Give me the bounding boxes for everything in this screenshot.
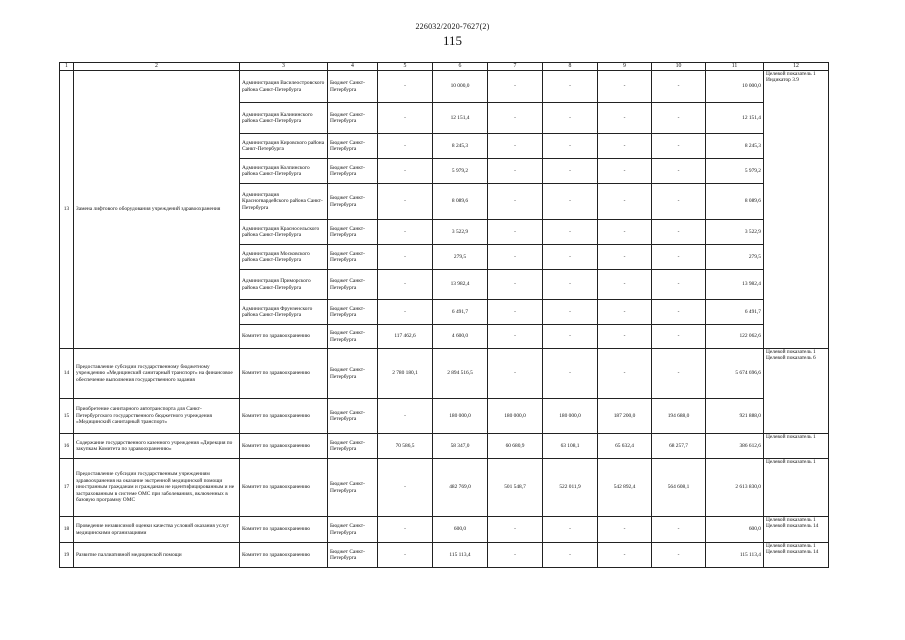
- value-cell: -: [543, 300, 598, 325]
- total-cell: 5 674 696,6: [706, 349, 764, 399]
- row-number: 15: [60, 399, 74, 434]
- value-cell: 115 113,4: [433, 543, 488, 568]
- value-cell: 13 982,4: [433, 270, 488, 300]
- value-cell: 180 000,0: [433, 399, 488, 434]
- value-cell: -: [378, 71, 433, 103]
- value-cell: 6 491,7: [433, 300, 488, 325]
- measure-name: Замена лифтового оборудования учреждений здравоохранения: [74, 71, 240, 349]
- total-cell: 12 151,4: [706, 103, 764, 134]
- value-cell: -: [652, 103, 706, 134]
- table-row: [60, 71, 829, 103]
- document-id: 226032/2020-7627(2): [415, 22, 490, 31]
- source-cell: Бюджет Санкт-Петербурга: [328, 245, 378, 270]
- indicator-line: Целевой показатель 14: [766, 549, 819, 556]
- total-cell: 13 982,4: [706, 270, 764, 300]
- executor-cell: Комитет по здравоохранению: [240, 543, 328, 568]
- source-cell: Бюджет Санкт-Петербурга: [328, 325, 378, 349]
- value-cell: -: [488, 134, 543, 159]
- indicator-line: Целевой показатель 1: [766, 349, 816, 355]
- value-cell: -: [378, 134, 433, 159]
- value-cell: 501 548,7: [488, 459, 543, 517]
- column-number: 6: [433, 63, 488, 71]
- value-cell: -: [378, 159, 433, 184]
- value-cell: -: [488, 103, 543, 134]
- value-cell: 522 011,9: [543, 459, 598, 517]
- row-number: 16: [60, 434, 74, 459]
- column-number: 5: [378, 63, 433, 71]
- indicator-line: Целевой показатель 1: [766, 543, 816, 549]
- source-cell: Бюджет Санкт-Петербурга: [328, 399, 378, 434]
- value-cell: 63 108,1: [543, 434, 598, 459]
- value-cell: -: [598, 71, 652, 103]
- executor-cell: Администрация Фрунзенского района Санкт-Петербурга: [240, 300, 328, 325]
- source-cell: Бюджет Санкт-Петербурга: [328, 459, 378, 517]
- value-cell: -: [652, 245, 706, 270]
- indicator-cell: [764, 434, 829, 459]
- indicator-cell: [764, 517, 829, 543]
- value-cell: -: [488, 184, 543, 220]
- executor-cell: Администрация Кировского района Санкт-Петербурга: [240, 134, 328, 159]
- value-cell: -: [378, 543, 433, 568]
- source-cell: Бюджет Санкт-Петербурга: [328, 103, 378, 134]
- column-number: 3: [240, 63, 328, 71]
- value-cell: -: [652, 325, 706, 349]
- executor-cell: Администрация Калининского района Санкт-Петербурга: [240, 103, 328, 134]
- table-row: [60, 459, 829, 517]
- value-cell: -: [652, 270, 706, 300]
- total-cell: 279,5: [706, 245, 764, 270]
- table-row: [60, 399, 829, 434]
- value-cell: -: [488, 71, 543, 103]
- indicator-line: Целевой показатель 1: [766, 71, 816, 77]
- row-number: 18: [60, 517, 74, 543]
- column-number: 9: [598, 63, 652, 71]
- value-cell: -: [652, 71, 706, 103]
- executor-cell: Комитет по здравоохранению: [240, 325, 328, 349]
- executor-cell: Администрация Приморского района Санкт-Петербурга: [240, 270, 328, 300]
- value-cell: 3 522,9: [433, 220, 488, 245]
- total-cell: 2 613 830,0: [706, 459, 764, 517]
- value-cell: -: [488, 517, 543, 543]
- column-number: 4: [328, 63, 378, 71]
- executor-cell: Администрация Колпинского района Санкт-Петербурга: [240, 159, 328, 184]
- table-row: [60, 517, 829, 543]
- measure-name: Предоставление субсидии государственным учреждениям здравоохранения на оказание экстренной медицинской помощи иностранным гражданам и гражданам не идентифицированным и не застрахованным в системе ОМС при заболеваниях, включенных в базовую программу ОМС: [74, 459, 240, 517]
- total-cell: 6 491,7: [706, 300, 764, 325]
- total-cell: 10 000,0: [706, 71, 764, 103]
- total-cell: 5 979,2: [706, 159, 764, 184]
- value-cell: -: [378, 459, 433, 517]
- value-cell: 12 151,4: [433, 103, 488, 134]
- value-cell: 4 600,0: [433, 325, 488, 349]
- value-cell: -: [652, 184, 706, 220]
- table-row: [60, 434, 829, 459]
- indicator-line: Целевой показатель 1: [766, 459, 816, 465]
- value-cell: 600,0: [433, 517, 488, 543]
- program-table: [59, 62, 829, 568]
- source-cell: Бюджет Санкт-Петербурга: [328, 220, 378, 245]
- value-cell: 542 892,4: [598, 459, 652, 517]
- total-cell: 386 612,6: [706, 434, 764, 459]
- value-cell: -: [378, 184, 433, 220]
- value-cell: 180 000,0: [488, 399, 543, 434]
- value-cell: -: [543, 325, 598, 349]
- value-cell: -: [543, 71, 598, 103]
- value-cell: -: [378, 245, 433, 270]
- value-cell: 65 632,4: [598, 434, 652, 459]
- value-cell: 180 000,0: [543, 399, 598, 434]
- value-cell: -: [598, 245, 652, 270]
- value-cell: -: [543, 349, 598, 399]
- total-cell: 600,0: [706, 517, 764, 543]
- source-cell: Бюджет Санкт-Петербурга: [328, 349, 378, 399]
- value-cell: -: [652, 349, 706, 399]
- value-cell: -: [598, 184, 652, 220]
- total-cell: 3 522,9: [706, 220, 764, 245]
- value-cell: -: [598, 103, 652, 134]
- value-cell: -: [598, 270, 652, 300]
- column-number: 2: [74, 63, 240, 71]
- measure-name: Содержание государственного казенного учреждения «Дирекция по закупкам Комитета по здравоохранению»: [74, 434, 240, 459]
- measure-name: Предоставление субсидии государственному бюджетному учреждению «Медицинский санитарный транспорт» на финансовое обеспечение выполнения государственного задания: [74, 349, 240, 399]
- source-cell: Бюджет Санкт-Петербурга: [328, 434, 378, 459]
- value-cell: -: [598, 220, 652, 245]
- value-cell: -: [598, 349, 652, 399]
- source-cell: Бюджет Санкт-Петербурга: [328, 300, 378, 325]
- value-cell: 279,5: [433, 245, 488, 270]
- value-cell: -: [378, 517, 433, 543]
- value-cell: -: [652, 220, 706, 245]
- indicator-cell: [764, 349, 829, 434]
- source-cell: Бюджет Санкт-Петербурга: [328, 184, 378, 220]
- value-cell: 2 894 516,5: [433, 349, 488, 399]
- source-cell: Бюджет Санкт-Петербурга: [328, 517, 378, 543]
- value-cell: -: [488, 270, 543, 300]
- value-cell: -: [598, 300, 652, 325]
- value-cell: 58 347,0: [433, 434, 488, 459]
- value-cell: 187 200,0: [598, 399, 652, 434]
- measure-name: Проведение независимой оценки качества условий оказания услуг медицинскими организациями: [74, 517, 240, 543]
- column-number: 11: [706, 63, 764, 71]
- value-cell: -: [378, 399, 433, 434]
- column-number: 12: [764, 63, 829, 71]
- row-number: 14: [60, 349, 74, 399]
- indicator-cell: [764, 71, 829, 349]
- executor-cell: Администрация Красносельского района Санкт-Петербурга: [240, 220, 328, 245]
- value-cell: -: [543, 543, 598, 568]
- row-number: 17: [60, 459, 74, 517]
- column-number: 7: [488, 63, 543, 71]
- executor-cell: Комитет по здравоохранению: [240, 434, 328, 459]
- total-cell: 921 888,0: [706, 399, 764, 434]
- executor-cell: Комитет по здравоохранению: [240, 399, 328, 434]
- value-cell: 482 769,0: [433, 459, 488, 517]
- row-number: 19: [60, 543, 74, 568]
- value-cell: 68 257,7: [652, 434, 706, 459]
- indicator-line: Целевой показатель 1: [766, 517, 816, 523]
- executor-cell: Администрация Василеостровского района Санкт-Петербурга: [240, 71, 328, 103]
- executor-cell: Комитет по здравоохранению: [240, 349, 328, 399]
- source-cell: Бюджет Санкт-Петербурга: [328, 270, 378, 300]
- row-number: 13: [60, 71, 74, 349]
- total-cell: 8 089,6: [706, 184, 764, 220]
- value-cell: 8 245,3: [433, 134, 488, 159]
- value-cell: -: [652, 300, 706, 325]
- value-cell: -: [378, 300, 433, 325]
- indicator-cell: [764, 543, 829, 568]
- table-row: [60, 543, 829, 568]
- value-cell: -: [652, 159, 706, 184]
- value-cell: -: [598, 159, 652, 184]
- source-cell: Бюджет Санкт-Петербурга: [328, 543, 378, 568]
- source-cell: Бюджет Санкт-Петербурга: [328, 159, 378, 184]
- total-cell: 122 062,6: [706, 325, 764, 349]
- indicator-line: Целевой показатель 1: [766, 434, 816, 440]
- value-cell: -: [488, 349, 543, 399]
- value-cell: -: [543, 517, 598, 543]
- measure-name: Развитие паллиативной медицинской помощи: [74, 543, 240, 568]
- executor-cell: Администрация Красногвардейского района Санкт-Петербурга: [240, 184, 328, 220]
- value-cell: -: [598, 517, 652, 543]
- value-cell: 564 608,1: [652, 459, 706, 517]
- column-number: 8: [543, 63, 598, 71]
- indicator-line: Индикатор 3.9: [766, 77, 799, 84]
- value-cell: -: [488, 325, 543, 349]
- value-cell: -: [543, 220, 598, 245]
- value-cell: -: [598, 543, 652, 568]
- value-cell: -: [652, 134, 706, 159]
- value-cell: 5 979,2: [433, 159, 488, 184]
- value-cell: 2 780 180,1: [378, 349, 433, 399]
- value-cell: -: [488, 543, 543, 568]
- source-cell: Бюджет Санкт-Петербурга: [328, 71, 378, 103]
- value-cell: 194 688,0: [652, 399, 706, 434]
- column-number: 1: [60, 63, 74, 71]
- value-cell: -: [543, 134, 598, 159]
- column-number-row: [60, 63, 829, 71]
- value-cell: 60 680,9: [488, 434, 543, 459]
- value-cell: -: [543, 270, 598, 300]
- value-cell: -: [598, 325, 652, 349]
- value-cell: -: [378, 103, 433, 134]
- value-cell: -: [543, 103, 598, 134]
- value-cell: -: [488, 159, 543, 184]
- indicator-line: Целевой показатель 14: [766, 523, 819, 530]
- value-cell: -: [543, 159, 598, 184]
- value-cell: -: [652, 543, 706, 568]
- indicator-line: Целевой показатель 6: [766, 355, 816, 362]
- value-cell: -: [378, 220, 433, 245]
- page-number: 115: [442, 33, 463, 48]
- column-number: 10: [652, 63, 706, 71]
- value-cell: -: [488, 300, 543, 325]
- executor-cell: Администрация Московского района Санкт-Петербурга: [240, 245, 328, 270]
- value-cell: -: [598, 134, 652, 159]
- value-cell: -: [488, 220, 543, 245]
- executor-cell: Комитет по здравоохранению: [240, 517, 328, 543]
- value-cell: 70 586,5: [378, 434, 433, 459]
- value-cell: -: [652, 517, 706, 543]
- source-cell: Бюджет Санкт-Петербурга: [328, 134, 378, 159]
- total-cell: 8 245,3: [706, 134, 764, 159]
- value-cell: -: [543, 184, 598, 220]
- measure-name: Приобретение санитарного автотранспорта для Санкт-Петербургского государственного бюджетного учреждения «Медицинский санитарный транспорт»: [74, 399, 240, 434]
- value-cell: 117 462,6: [378, 325, 433, 349]
- value-cell: -: [378, 270, 433, 300]
- value-cell: -: [488, 245, 543, 270]
- table-row: [60, 349, 829, 399]
- executor-cell: Комитет по здравоохранению: [240, 459, 328, 517]
- value-cell: -: [543, 245, 598, 270]
- total-cell: 115 113,4: [706, 543, 764, 568]
- indicator-cell: [764, 459, 829, 517]
- value-cell: 10 000,0: [433, 71, 488, 103]
- value-cell: 8 089,6: [433, 184, 488, 220]
